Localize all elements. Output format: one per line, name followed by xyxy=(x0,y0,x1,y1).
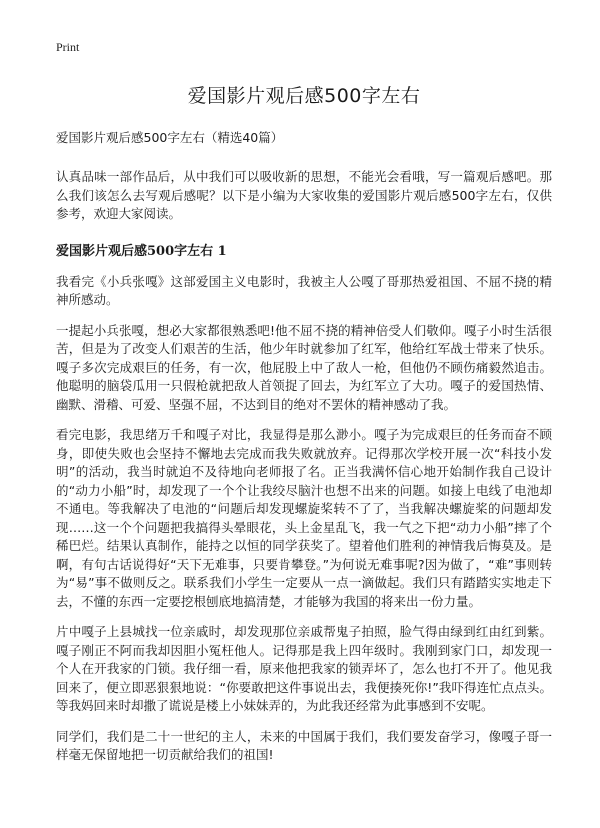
section-heading: 爱国影片观后感500字左右 1 xyxy=(56,243,227,259)
intro-paragraph: 认真品味一部作品后，从中我们可以吸收新的思想，不能光会看哦，写一篇观后感吧。那么我们该怎么去写观后感呢？以下是小编为大家收集的爱国影片观后感500字左右，仅供参考，欢迎大家阅读。 xyxy=(56,169,552,221)
body-paragraph-4: 片中嘎子上县城找一位亲戚时，却发现那位亲戚帮鬼子拍照，脸气得由绿到红由红到紫。嘎子刚正不阿而我却因胆小冤枉他人。记得那是我上四年级时。我刚到家门口，却发现一个人在开我家的门锁。我仔细一看，原来他把我家的锁弄坏了，怎么也打不开了。他见我回来了，便立即恶狠狠地说：“你要敢把这件事说出去，我便揍死你!”我吓得连忙点点头。等我妈回来时却撒了谎说是楼上小妹妹弄的，为此我还经常为此事感到不安呢。 xyxy=(56,624,552,713)
page-title: 爱国影片观后感500字左右 xyxy=(187,85,421,107)
document-subtitle: 爱国影片观后感500字左右（精选40篇） xyxy=(56,130,284,145)
body-paragraph-3: 看完电影，我思绪万千和嘎子对比，我显得是那么渺小。嘎子为完成艰巨的任务而奋不顾身，即使失败也会坚持不懈地去完成而我失败就放弃。记得那次学校开展一次“科技小发明”的活动，我当时就迫不及待地向老师报了名。正当我满怀信心地开始制作我自己设计的“动力小船”时，却发现了一个个让我绞尽脑汁也想不出来的问题。如接上电线了电池却不通电。等我解决了电池的“问题后却发现螺旋桨转不了了，当我解决螺旋桨的问题却发现……这一个个问题把我搞得头晕眼花，头上金星乱飞，我一气之下把“动力小船”摔了个稀巴烂。结果认真制作，能持之以恒的同学获奖了。望着他们胜利的神情我后悔莫及。是啊，有句古话说得好“天下无难事，只要肯攀登。”为何说无难事呢?因为做了，“难”事则转为“易”事不做则反之。联系我们小学生一定要从一点一滴做起。我们只有踏踏实实地走下去，不懂的东西一定要挖根刨底地搞清楚，才能够为我国的将来出一份力量。 xyxy=(56,427,552,609)
print-link[interactable]: Print xyxy=(56,40,80,54)
body-paragraph-1: 我看完《小兵张嘎》这部爱国主义电影时，我被主人公嘎了哥那热爱祖国、不屈不挠的精神所感动。 xyxy=(56,273,552,307)
body-paragraph-2: 一提起小兵张嘎，想必大家都很熟悉吧!他不屈不挠的精神倍受人们敬仰。嘎子小时生活很苦，但是为了改变人们艰苦的生活，他少年时就参加了红军，他给红军战士带来了快乐。嘎子多次完成艰巨的任务，有一次，他屁股上中了敌人一枪，但他仍不顾伤痛毅然追击。他聪明的脑袋瓜用一只假枪就把敌人首领捉了回去，为红军立了大功。嘎子的爱国热情、幽默、滑稽、可爱、坚强不屈，不达到目的绝对不罢休的精神感动了我。 xyxy=(56,322,552,412)
body-paragraph-5: 同学们，我们是二十一世纪的主人，未来的中国属于我们，我们要发奋学习，像嘎子哥一样毫无保留地把一切贡献给我们的祖国! xyxy=(56,728,552,762)
